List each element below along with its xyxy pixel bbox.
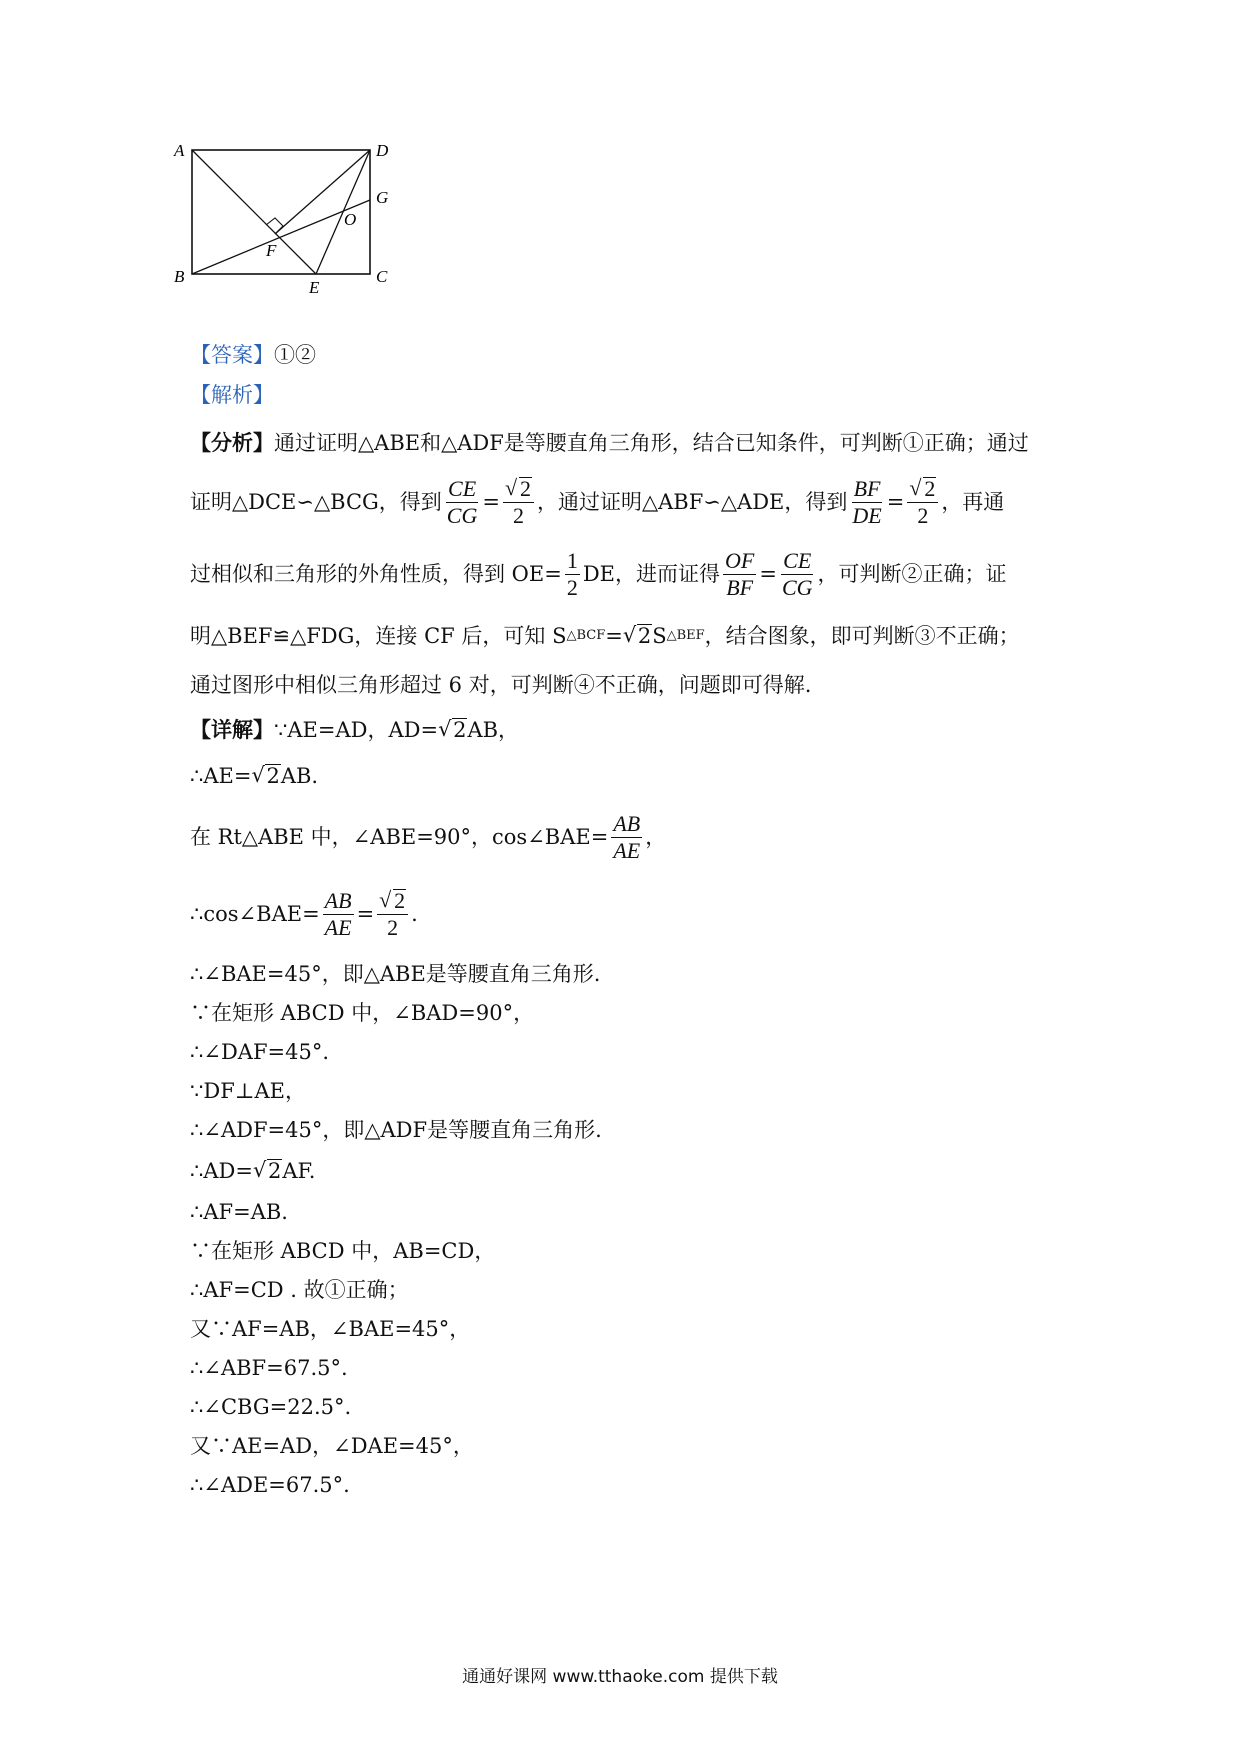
fraction-denominator: 2 [917,502,929,528]
fenxi-text-3b: DE，进而证得 [582,562,720,586]
detail-line-9 [190,1110,1060,1149]
detail-text-15: ∴∠ABF=67.5°. [190,1355,348,1380]
fraction-of-bf [723,548,756,601]
detail-text-1b: AB， [467,718,520,742]
detail-line-17 [190,1426,1060,1465]
fraction-numerator: CE [448,475,477,501]
answer-value: ①② [274,343,316,367]
fraction-numerator: CE [783,547,812,573]
fraction-denominator: DE [852,502,882,528]
detail-line-16 [190,1387,1060,1426]
fraction-ab-ae [611,811,642,864]
subscript-bcf: △BCF [566,628,606,643]
fraction-denominator: 2 [387,914,399,940]
label-b: B [174,267,185,286]
radicand: 2 [267,1158,282,1183]
detail-text-9: ∴∠ADF=45°，即△ADF是等腰直角三角形. [190,1117,602,1142]
answer-row [190,340,1060,380]
page-footer: 通通好课网 www.tthaoke.com 提供下载 [462,1667,778,1687]
equals-sign: = [886,490,905,514]
fenxi-text-3a: 过相似和三角形的外角性质，得到 OE= [190,562,562,586]
label-e: E [309,278,320,297]
fraction-ab-ae [323,888,354,941]
fenxi-tag: 【分析】 [190,430,274,455]
detail-text-10b: AF. [282,1158,316,1183]
radicand: 2 [924,475,936,501]
detail-text-16: ∴∠CBG=22.5°. [190,1394,352,1419]
radicand: 2 [519,475,531,501]
label-d: D [376,141,389,160]
detail-line-8 [190,1071,1060,1110]
fraction-numerator [377,888,408,915]
detail-line-1 [190,708,1060,752]
equals-sign: = [759,562,777,586]
fenxi-text-2a: 证明△DCE∽△BCG，得到 [190,490,442,514]
detail-line-2 [190,752,1060,800]
label-a: A [174,141,185,160]
fraction-numerator: 1 [566,547,578,573]
detail-text-6: ∵在矩形 ABCD 中，∠BAD=90°， [190,1000,535,1025]
detail-text-10a: ∴AD= [190,1158,253,1183]
fraction-denominator: CG [446,502,478,528]
fraction-numerator: AB [324,887,352,913]
detail-text-13: ∴AF=CD . 故①正确； [190,1277,409,1302]
detail-line-18 [190,1465,1060,1504]
fraction-denominator: 2 [512,502,524,528]
detail-line-14 [190,1309,1060,1348]
detail-line-11 [190,1192,1060,1231]
sqrt-symbol [251,761,280,791]
fraction-one-half [565,548,580,601]
fenxi-line-1 [190,420,1060,466]
label-c: C [376,267,388,286]
detail-line-4 [190,874,1060,954]
fraction-sqrt2-over-2 [503,476,534,529]
sqrt-symbol [623,621,652,651]
analysis-row [190,380,1060,420]
detail-text-2a: ∴AE= [190,764,252,788]
radicand: 2 [266,764,280,788]
sqrt-symbol [505,476,532,502]
fraction-denominator: AE [613,837,641,863]
fenxi-line-2 [190,466,1060,538]
detail-line-7 [190,1032,1060,1071]
detail-text-1a: ∵AE=AD，AD= [274,718,439,742]
fraction-sqrt2-over-2 [907,476,938,529]
fenxi-text-2b: ，通过证明△ABF∽△ADE，得到 [536,490,848,514]
fraction-denominator: CG [781,574,813,600]
detail-line-5 [190,954,1060,993]
fenxi-text-2c: ，再通 [941,490,1005,514]
fenxi-text-3c: ，可判断②正确；证 [817,562,1007,586]
fraction-denominator: 2 [566,574,578,600]
sqrt-symbol [438,715,467,745]
fenxi-line-5 [190,662,1060,708]
detail-text-7: ∴∠DAF=45°. [190,1039,330,1064]
subscript-bef: △BEF [666,628,705,643]
fenxi-text-4d: ，结合图象，即可判断③不正确； [704,624,1020,648]
detail-line-13 [190,1270,1060,1309]
fraction-denominator: AE [324,914,352,940]
fraction-numerator: BF [853,475,881,501]
detail-text-2b: AB. [280,764,319,788]
equals-sign: = [482,490,500,514]
detail-text-8: ∵DF⊥AE， [190,1078,307,1103]
answer-tag: 【答案】 [190,343,274,367]
sqrt-symbol [253,1156,282,1186]
detail-text-5: ∴∠BAE=45°，即△ABE是等腰直角三角形. [190,961,601,986]
geometry-figure [174,141,446,323]
detail-text-18: ∴∠ADE=67.5°. [190,1472,350,1497]
detail-text-4b: . [411,902,418,926]
detail-line-10 [190,1149,1060,1192]
solution-content [190,340,1060,1504]
detail-line-15 [190,1348,1060,1387]
detail-line-6 [190,993,1060,1032]
detail-text-14: 又∵AF=AB，∠BAE=45°， [190,1316,471,1341]
fenxi-text-4b: = [605,624,623,648]
fraction-sqrt2-over-2 [377,888,408,941]
fraction-numerator [907,476,938,503]
fraction-ce-cg [780,548,815,601]
fenxi-line-4 [190,610,1060,662]
fraction-numerator [503,476,534,503]
detail-line-3 [190,800,1060,874]
fraction-numerator: AB [613,810,641,836]
fenxi-text-1: 通过证明△ABE和△ADF是等腰直角三角形，结合已知条件，可判断①正确；通过 [274,431,1029,455]
detail-text-4a: ∴cos∠BAE= [190,902,320,926]
label-g: G [376,188,389,207]
fraction-denominator: BF [726,574,754,600]
detail-text-3a: 在 Rt△ABE 中，∠ABE=90°，cos∠BAE= [190,825,609,849]
fenxi-text-5: 通过图形中相似三角形超过 6 对，可判断④不正确，问题即可得解. [190,673,812,697]
detail-text-11: ∴AF=AB. [190,1199,288,1224]
fenxi-line-3 [190,538,1060,610]
fenxi-text-4a: 明△BEF≌△FDG，连接 CF 后，可知 S [190,624,567,648]
fenxi-text-4c: S [652,624,667,648]
segment-de [316,150,370,274]
radicand: 2 [453,718,467,742]
detail-tag: 【详解】 [190,717,274,742]
sqrt-symbol [909,476,936,502]
radicand: 2 [394,887,406,913]
radicand: 2 [637,624,652,648]
analysis-tag: 【解析】 [190,383,274,407]
detail-line-12 [190,1231,1060,1270]
sqrt-symbol [379,888,406,914]
label-f: F [266,241,277,260]
detail-text-3b: ， [645,825,667,849]
equals-sign: = [356,902,375,926]
label-o: O [344,210,357,229]
segment-ae [192,150,316,274]
detail-text-17: 又∵AE=AD，∠DAE=45°， [190,1433,474,1458]
detail-text-12: ∵在矩形 ABCD 中，AB=CD， [190,1238,496,1263]
fraction-bf-de [850,476,883,529]
fraction-numerator: OF [725,547,755,573]
fraction-ce-cg [445,476,480,529]
